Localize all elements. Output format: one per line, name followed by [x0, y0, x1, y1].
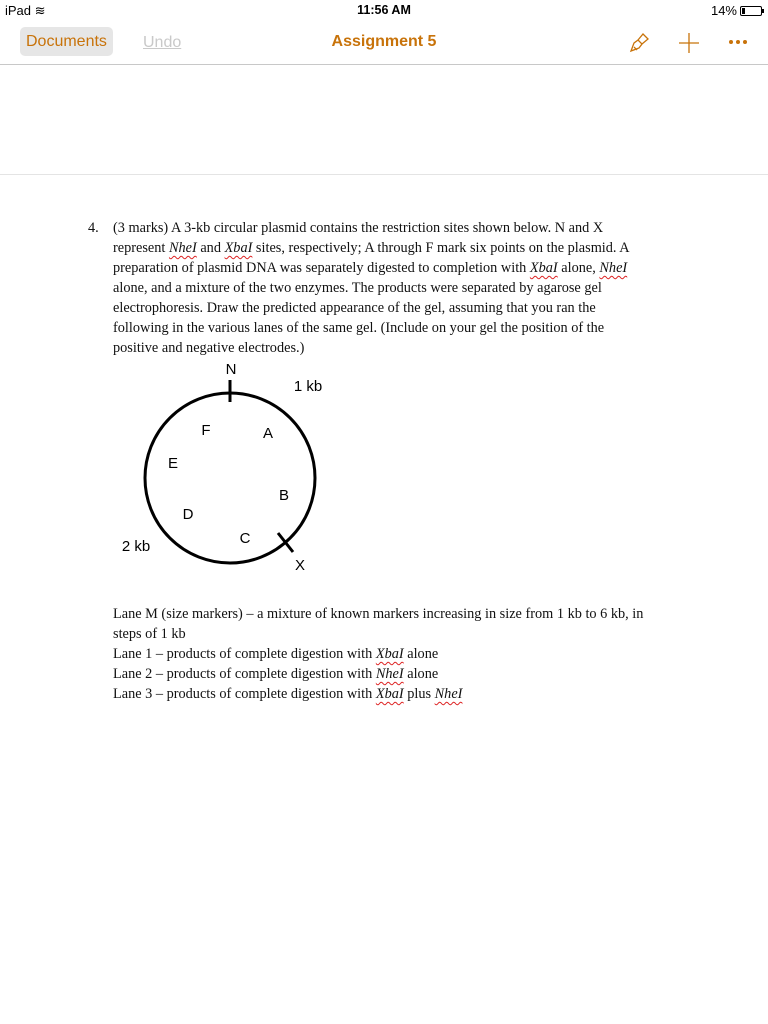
enzyme-name: NheI: [375, 666, 404, 682]
point-c-label: C: [239, 530, 251, 547]
enzyme-name: XbaI: [375, 646, 404, 662]
text-segment: represent: [113, 240, 169, 256]
lane-line: [113, 644, 703, 664]
device-name: iPad: [5, 3, 32, 18]
text-segment: (3 marks) A 3-kb circular plasmid contains the restriction sites shown below. N and X: [113, 220, 604, 236]
document-title[interactable]: Assignment 5: [331, 33, 437, 50]
text-segment: Lane 3 – products of complete digestion with: [113, 686, 376, 702]
point-f-label: F: [201, 422, 211, 439]
text-segment: steps of 1 kb: [113, 626, 186, 642]
plasmid-circle: [145, 393, 315, 563]
enzyme-name: XbaI: [529, 260, 558, 276]
text-segment: preparation of plasmid DNA was separately digested to completion with: [113, 260, 530, 276]
enzyme-name: NheI: [599, 260, 628, 276]
1kb-label: 1 kb: [293, 378, 323, 395]
text-segment: alone: [403, 666, 439, 682]
site-x-label: X: [294, 557, 306, 574]
point-b-label: B: [278, 487, 290, 504]
text-segment: sites, respectively; A through F mark six points on the plasmid. A: [252, 240, 630, 256]
site-n-label: N: [225, 361, 237, 378]
text-segment: and: [196, 240, 225, 256]
enzyme-name: NheI: [168, 240, 197, 256]
text-segment: alone, and a mixture of the two enzymes. The products were separated by agarose gel: [113, 280, 602, 296]
text-segment: alone: [403, 646, 439, 662]
undo-button[interactable]: Undo: [143, 34, 182, 51]
question-number: 4.: [88, 220, 99, 236]
point-a-label: A: [262, 425, 274, 442]
clock: 11:56 AM: [357, 3, 411, 17]
text-segment: Lane 1 – products of complete digestion with: [113, 646, 376, 662]
point-e-label: E: [167, 455, 179, 472]
enzyme-name: XbaI: [375, 686, 404, 702]
text-segment: Lane M (size markers) – a mixture of known markers increasing in size from 1 kb to 6 kb, in: [113, 606, 644, 622]
lane-line: [113, 664, 703, 684]
text-segment: electrophoresis. Draw the predicted appearance of the gel, assuming that you ran the: [113, 300, 596, 316]
text-segment: plus: [403, 686, 435, 702]
lane-descriptions: [113, 604, 703, 704]
battery-percent: 14%: [710, 3, 737, 18]
lane-line: [113, 684, 703, 704]
lane-line: [113, 624, 703, 644]
text-segment: Lane 2 – products of complete digestion with: [113, 666, 376, 682]
point-d-label: D: [182, 506, 194, 523]
text-segment: alone,: [557, 260, 600, 276]
enzyme-name: XbaI: [224, 240, 253, 256]
lane-line: [113, 604, 703, 624]
enzyme-name: NheI: [434, 686, 463, 702]
2kb-label: 2 kb: [121, 538, 151, 555]
text-segment: following in the various lanes of the same gel. (Include on your gel the position of the: [113, 320, 605, 336]
text-segment: positive and negative electrodes.): [113, 340, 305, 356]
documents-button[interactable]: Documents: [20, 27, 113, 56]
wifi-icon: ≋: [34, 3, 46, 18]
